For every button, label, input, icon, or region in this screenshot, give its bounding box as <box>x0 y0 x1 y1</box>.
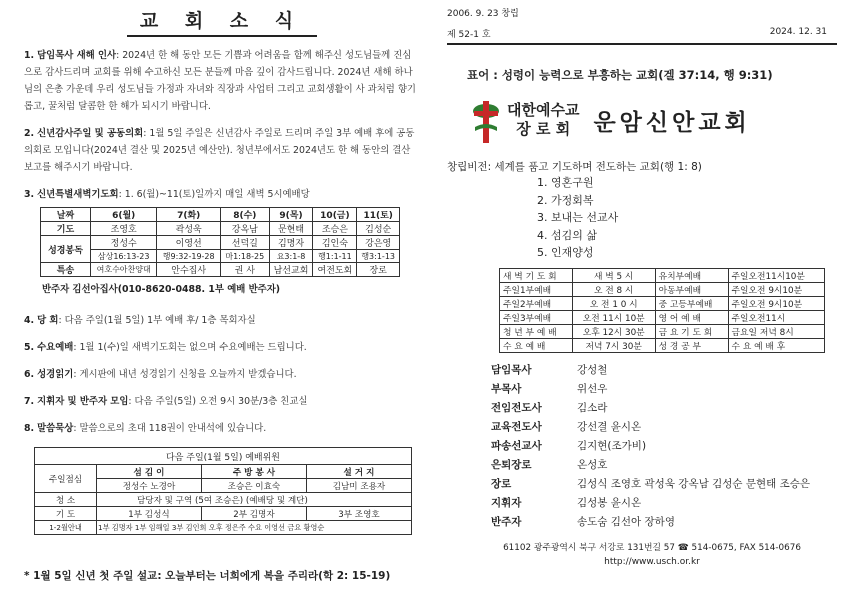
item-heading: 담임목사 새해 인사 <box>37 50 117 61</box>
table-row <box>500 268 825 282</box>
item-body: : 다음 주일(5일) 오전 9시 30분/3층 친교실 <box>128 396 308 407</box>
table-row <box>500 338 825 352</box>
news-item <box>24 420 419 437</box>
staff-name: 김소라 <box>577 401 608 414</box>
table-row <box>41 236 400 250</box>
table-cell: 행3:1-13 <box>357 250 400 263</box>
table-header: 주 방 봉 사 <box>201 465 306 479</box>
list-item: 3. 보내는 선교사 <box>537 211 619 224</box>
item-number: 8. <box>24 423 35 434</box>
table-cell: 조승은 <box>313 222 357 236</box>
church-motto: 표어 : 성령이 능력으로 부흥하는 교회(겔 37:14, 행 9:31) <box>467 68 773 82</box>
table-caption: 다음 주일(1월 5일) 예배위원 <box>35 448 412 465</box>
item-heading: 성경읽기 <box>37 369 74 380</box>
table-cell: 행1:1-11 <box>313 250 357 263</box>
table-cell: 주일1부예배 <box>500 282 573 296</box>
table-cell: 정성수 <box>91 236 157 250</box>
table-cell: 장로 <box>357 263 400 277</box>
staff-name: 김성봉 윤시온 <box>577 496 642 509</box>
table-cell: 저녁 7시 30분 <box>572 338 655 352</box>
table-caption-row <box>35 448 412 465</box>
staff-row <box>491 475 837 494</box>
item-number: 1. <box>24 50 35 61</box>
vision-list <box>537 174 837 262</box>
table-header-row <box>41 208 400 222</box>
table-cell: 금요일 저녁 8시 <box>728 324 824 338</box>
table-cell: 김인숙 <box>313 236 357 250</box>
item-number: 6. <box>24 369 35 380</box>
church-name: 운암신안교회 <box>593 109 751 136</box>
news-item <box>24 125 419 176</box>
item-heading: 수요예배 <box>37 342 74 353</box>
item-heading: 당 회 <box>37 315 59 326</box>
divider <box>447 43 837 45</box>
list-item: 5. 인재양성 <box>537 246 594 259</box>
denomination <box>507 101 579 139</box>
table-cell: 1부 김명자 1부 임해일 3부 김인희 오후 정은주 수요 이영선 금요 황영순 <box>97 521 412 535</box>
item-heading: 지휘자 및 반주자 모임 <box>37 396 129 407</box>
news-item <box>24 393 419 410</box>
cross-logo-icon <box>471 97 501 143</box>
table-header: 10(금) <box>313 208 357 222</box>
issue-number: 제 52-1 호 <box>447 30 491 40</box>
table-cell: 주일오전11시 <box>728 310 824 324</box>
staff-name: 송도숨 김선아 장하영 <box>577 515 675 528</box>
staff-role: 부목사 <box>491 382 522 395</box>
row-label: 주일점심 <box>35 465 97 493</box>
table-row <box>500 282 825 296</box>
table-row <box>41 222 400 236</box>
founding-vision: 창립비전: 세계를 품고 기도하며 전도하는 교회(행 1: 8) <box>447 161 702 173</box>
staff-name: 김지현(조가비) <box>577 439 647 452</box>
staff-row <box>491 380 837 399</box>
table-cell: 곽성욱 <box>157 222 221 236</box>
news-item <box>24 47 419 115</box>
table-header: 설 거 지 <box>306 465 411 479</box>
row-label: 성경봉독 <box>41 236 91 263</box>
table-header: 8(수) <box>221 208 270 222</box>
table-cell: 주일오전 9시10분 <box>728 296 824 310</box>
table-cell: 아동부예배 <box>655 282 728 296</box>
staff-role: 은퇴장로 <box>491 458 532 471</box>
row-label: 기 도 <box>35 507 97 521</box>
table-cell: 유치부예배 <box>655 268 728 282</box>
staff-row <box>491 513 837 532</box>
staff-role: 파송선교사 <box>491 439 542 452</box>
table-cell: 강옥남 <box>221 222 270 236</box>
table-header: 7(화) <box>157 208 221 222</box>
table-cell: 주일3부예배 <box>500 310 573 324</box>
table-cell: 김남미 조용자 <box>306 479 411 493</box>
table-header: 날짜 <box>41 208 91 222</box>
row-label: 청 소 <box>35 493 97 507</box>
item-body: : 1. 6(월)~11(토)일까지 매일 새벽 5시예배당 <box>118 189 310 200</box>
denomination-line: 대한예수교 <box>507 101 580 119</box>
table-cell: 삼상16:13-23 <box>91 250 157 263</box>
table-cell: 청 년 부 예 배 <box>500 324 573 338</box>
table-cell: 2부 김명자 <box>201 507 306 521</box>
table-cell: 정성수 노경아 <box>97 479 202 493</box>
staff-role: 교육전도사 <box>491 420 542 433</box>
table-cell: 오전 11시 10분 <box>572 310 655 324</box>
table-cell: 오후 12시 30분 <box>572 324 655 338</box>
table-cell: 강은영 <box>357 236 400 250</box>
news-item <box>24 186 419 203</box>
news-list <box>24 47 419 203</box>
staff-row <box>491 437 837 456</box>
church-address: 61102 광주광역시 북구 서강로 131번길 57 ☎ 514-0675, FAX 514-0676 <box>503 542 801 553</box>
item-body: : 1월 1(수)일 새벽기도회는 없으며 수요예배는 드립니다. <box>73 342 307 353</box>
item-number: 5. <box>24 342 35 353</box>
table-cell: 행9:32-19-28 <box>157 250 221 263</box>
table-cell: 주일오전11시10분 <box>728 268 824 282</box>
item-heading: 말씀묵상 <box>37 423 74 434</box>
table-cell: 영 어 예 배 <box>655 310 728 324</box>
staff-name: 온성호 <box>577 458 608 471</box>
news-item <box>24 312 419 329</box>
table-cell: 권 사 <box>221 263 270 277</box>
table-cell: 선덕길 <box>221 236 270 250</box>
church-header <box>471 97 837 143</box>
table-row <box>41 250 400 263</box>
table-cell: 담당자 및 구역 (5여 조승은) (예배당 및 계단) <box>97 493 412 507</box>
staff-name: 위선우 <box>577 382 608 395</box>
page-title: 교 회 소 식 <box>127 6 317 37</box>
item-number: 2. <box>24 128 35 139</box>
service-schedule-table <box>499 268 825 353</box>
table-cell: 조승은 이효숙 <box>201 479 306 493</box>
item-body: : 게시판에 내년 성경읽기 신청을 오늘까지 받겠습니다. <box>73 369 297 380</box>
table-cell: 조영호 <box>91 222 157 236</box>
staff-list <box>491 361 837 532</box>
table-cell: 금 요 기 도 회 <box>655 324 728 338</box>
table-row <box>35 507 412 521</box>
staff-name: 강선결 윤시온 <box>577 420 642 433</box>
table-cell: 새 벽 기 도 회 <box>500 268 573 282</box>
accompanist-note: 반주자 김선아집사(010-8620-0488. 1부 예배 반주자) <box>42 284 281 295</box>
staff-row <box>491 456 837 475</box>
item-body: : 다음 주일(1월 5일) 1부 예배 후/ 1층 목회자실 <box>58 315 256 326</box>
table-row <box>500 296 825 310</box>
table-row <box>41 263 400 277</box>
table-row <box>35 493 412 507</box>
table-cell: 문현태 <box>269 222 313 236</box>
table-cell: 김성순 <box>357 222 400 236</box>
item-heading: 신년감사주일 및 공동의회 <box>37 128 144 139</box>
founded-date: 2006. 9. 23 창립 <box>447 9 519 19</box>
item-body: : 2024년 한 해 동안 모든 기쁨과 어려움을 함께 해주신 성도님들께 진심으로 감사드리며 교회를 위해 수고하신 모든 분들께 마음 깊이 감사드립니다. 2024년 새해 하나님의 은총 가운데 우리 성도님들 가정과 자녀와 직장과 사업터 그리고 교회생활이 사 과처럼 향기롭고, 꿀처럼 달콤한 한 해가 되시기 바랍니다. <box>24 50 416 112</box>
staff-role: 장로 <box>491 477 512 490</box>
table-cell: 이영선 <box>157 236 221 250</box>
staff-name: 강성철 <box>577 363 608 376</box>
table-cell: 새 벽 5 시 <box>572 268 655 282</box>
table-cell: 3부 조영호 <box>306 507 411 521</box>
table-cell: 1부 김성식 <box>97 507 202 521</box>
table-cell: 오 전 8 시 <box>572 282 655 296</box>
table-cell: 안수집사 <box>157 263 221 277</box>
table-cell: 여호수아찬양대 <box>91 263 157 277</box>
list-item: 1. 영혼구원 <box>537 176 594 189</box>
table-cell: 주일2부예배 <box>500 296 573 310</box>
staff-row <box>491 399 837 418</box>
staff-name: 김성식 조영호 곽성욱 강옥남 김성순 문현태 조승은 <box>577 477 811 490</box>
list-item: 4. 섬김의 삶 <box>537 228 597 242</box>
table-cell: 요3:1-8 <box>269 250 313 263</box>
table-cell: 오 전 1 0 시 <box>572 296 655 310</box>
news-item <box>24 339 419 356</box>
staff-row <box>491 361 837 380</box>
table-cell: 수 요 예 배 <box>500 338 573 352</box>
table-cell: 주일오전 9시10분 <box>728 282 824 296</box>
news-item <box>24 366 419 383</box>
table-cell: 중 고등부예배 <box>655 296 728 310</box>
table-cell: 마1:18-25 <box>221 250 270 263</box>
table-cell: 남선교회 <box>269 263 313 277</box>
row-label: 1-2월안내 <box>35 521 97 535</box>
item-number: 3. <box>24 189 35 200</box>
table-header: 11(토) <box>357 208 400 222</box>
table-row <box>35 465 412 479</box>
table-row <box>500 324 825 338</box>
staff-role: 담임목사 <box>491 363 532 376</box>
table-header: 6(월) <box>91 208 157 222</box>
table-cell: 김명자 <box>269 236 313 250</box>
staff-role: 반주자 <box>491 515 522 528</box>
table-header: 9(목) <box>269 208 313 222</box>
staff-row <box>491 494 837 513</box>
list-item: 2. 가정회복 <box>537 193 594 207</box>
staff-role: 전임전도사 <box>491 401 542 414</box>
item-body: : 1월 5일 주일은 신년감사 주일로 드리며 주일 3부 예배 후에 공동의회로 모입니다(2024년 결산 및 2025년 예산안). 청년부에서도 2024년도 한 해 동안의 결산보고를 해주시기 바랍니다. <box>24 128 415 173</box>
denomination-line: 장 로 회 <box>516 120 571 138</box>
item-heading: 신년특별새벽기도회 <box>37 189 119 200</box>
issue-date: 2024. 12. 31 <box>769 27 827 37</box>
table-cell: 수 요 예 배 후 <box>728 338 824 352</box>
staff-role: 지휘자 <box>491 496 522 509</box>
table-cell: 성 경 공 부 <box>655 338 728 352</box>
table-cell: 여전도회 <box>313 263 357 277</box>
church-info-column <box>447 6 837 567</box>
row-label: 특송 <box>41 263 91 277</box>
table-row <box>35 521 412 535</box>
staff-row <box>491 418 837 437</box>
table-row <box>500 310 825 324</box>
item-number: 4. <box>24 315 35 326</box>
item-number: 7. <box>24 396 35 407</box>
news-column <box>24 6 419 535</box>
sermon-note: * 1월 5일 신년 첫 주일 설교: 오늘부터는 너희에게 복을 주리라(학 2: 15-19) <box>24 570 391 582</box>
prayer-schedule-table <box>40 207 400 277</box>
website-link[interactable]: http://www.usch.or.kr <box>604 556 700 567</box>
row-label: 기도 <box>41 222 91 236</box>
worship-committee-table <box>34 447 412 535</box>
issue-row <box>447 27 837 40</box>
item-body: : 말씀으로의 초대 118권이 안내석에 있습니다. <box>73 423 267 434</box>
table-header: 섬 김 이 <box>97 465 202 479</box>
